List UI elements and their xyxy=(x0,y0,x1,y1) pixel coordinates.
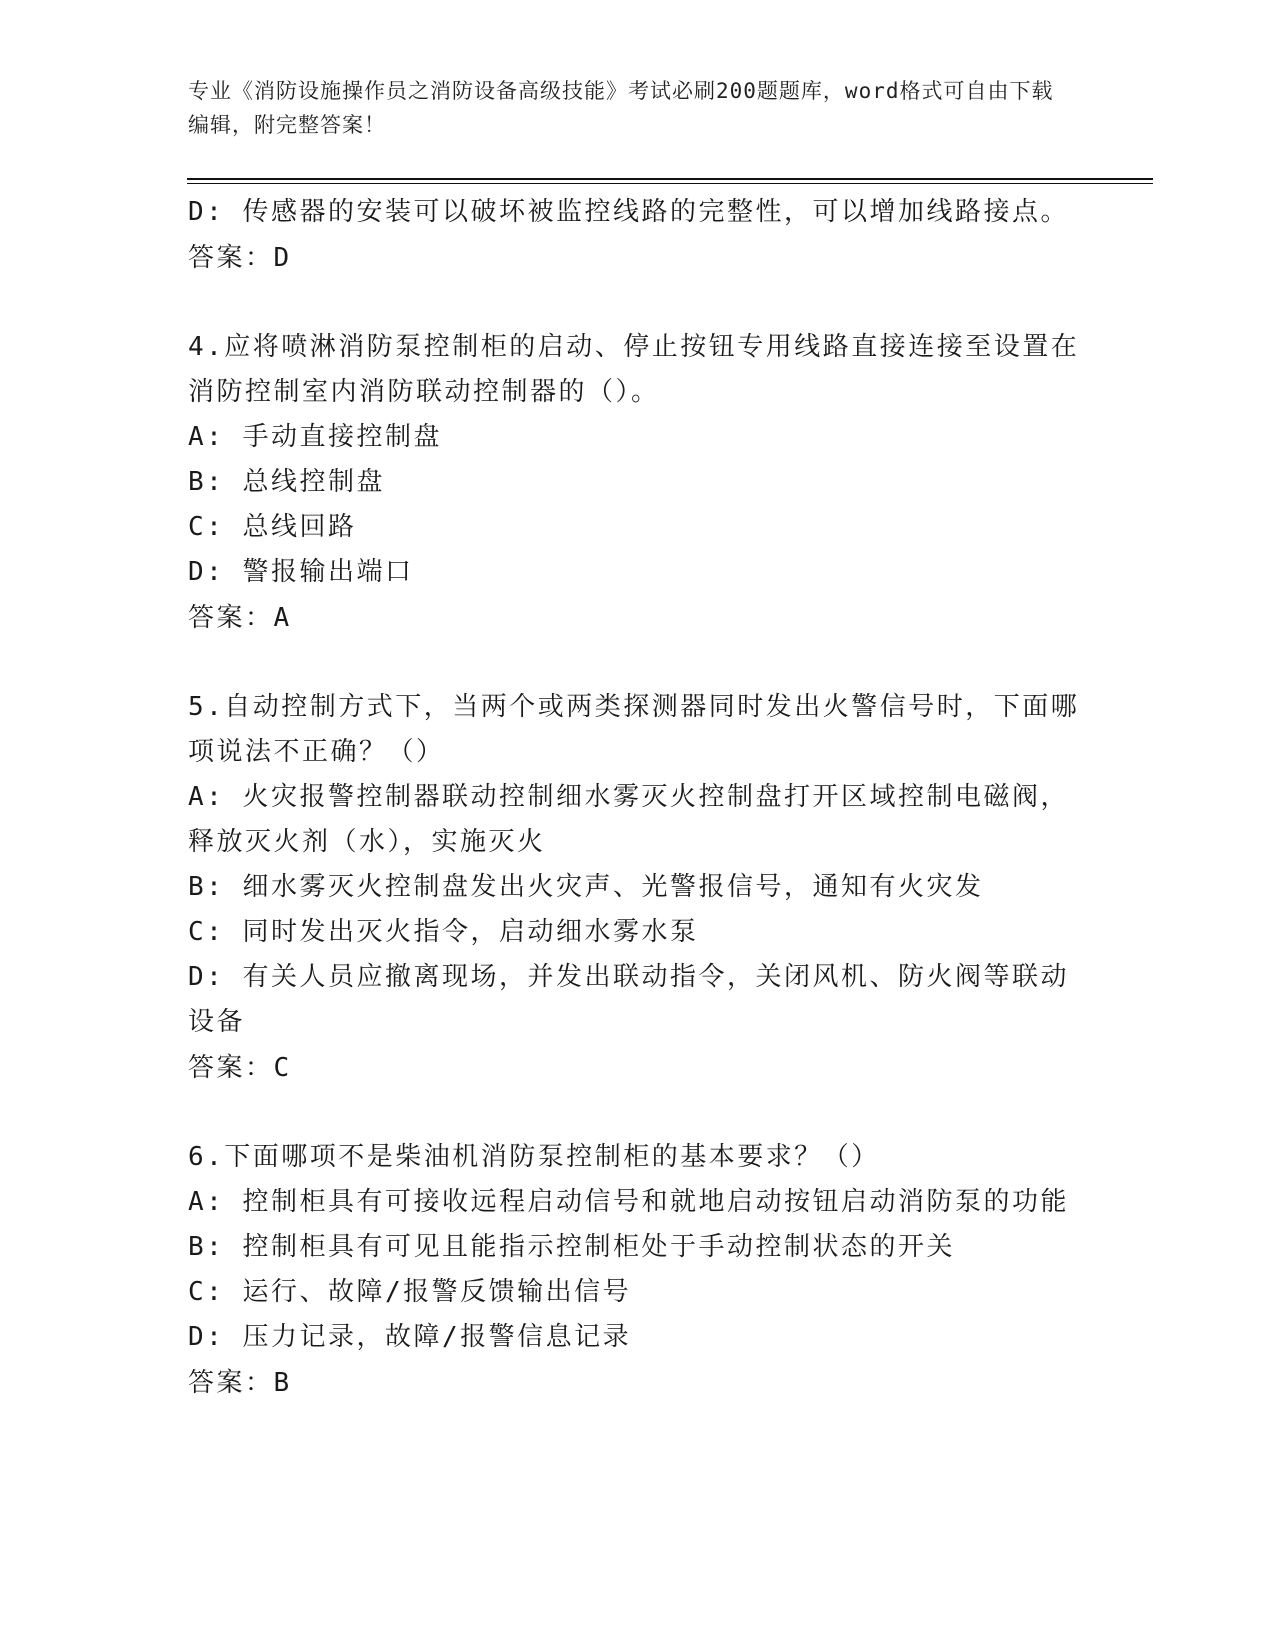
option-c: C: 运行、故障/报警反馈输出信号 xyxy=(188,1277,632,1307)
question-5 xyxy=(188,685,1088,1091)
question-text: 4.应将喷淋消防泵控制柜的启动、停止按钮专用线路直接连接至设置在消防控制室内消防联动控制器的（）。 xyxy=(188,332,1080,407)
question-text: 6.下面哪项不是柴油机消防泵控制柜的基本要求？（） xyxy=(188,1142,880,1172)
option-a: A: 手动直接控制盘 xyxy=(188,422,442,452)
document-header xyxy=(188,74,1068,142)
header-rule-thin xyxy=(187,183,1153,184)
option-d: D: 警报输出端口 xyxy=(188,557,414,587)
option-a: A: 火灾报警控制器联动控制细水雾灭火控制盘打开区域控制电磁阀，释放灭火剂（水），实施灭火 xyxy=(188,782,1069,857)
option-c: C: 总线回路 xyxy=(188,512,357,542)
option-d: D: 传感器的安装可以破坏被监控线路的完整性，可以增加线路接点。 xyxy=(188,197,1069,227)
answer-line: 答案：D xyxy=(188,243,292,273)
option-b: B: 细水雾灭火控制盘发出火灾声、光警报信号，通知有火灾发 xyxy=(188,872,984,902)
question-6 xyxy=(188,1135,1088,1406)
answer-line: 答案：C xyxy=(188,1053,292,1083)
answer-line: 答案：A xyxy=(188,603,292,633)
option-c: C: 同时发出灭火指令，启动细水雾水泵 xyxy=(188,917,699,947)
option-b: B: 总线控制盘 xyxy=(188,467,385,497)
option-a: A: 控制柜具有可接收远程启动信号和就地启动按钮启动消防泵的功能 xyxy=(188,1187,1069,1217)
header-title: 专业《消防设施操作员之消防设备高级技能》考试必刷200题题库，word格式可自由下载编辑，附完整答案！ xyxy=(188,79,1054,137)
question-4 xyxy=(188,325,1088,641)
question-3-continuation xyxy=(188,190,1088,281)
document-body xyxy=(188,190,1088,1406)
option-b: B: 控制柜具有可见且能指示控制柜处于手动控制状态的开关 xyxy=(188,1232,955,1262)
answer-line: 答案：B xyxy=(188,1368,292,1398)
question-text: 5.自动控制方式下，当两个或两类探测器同时发出火警信号时，下面哪项说法不正确？（） xyxy=(188,692,1080,767)
option-d: D: 压力记录，故障/报警信息记录 xyxy=(188,1322,632,1352)
header-rule-thick xyxy=(187,178,1153,180)
option-d: D: 有关人员应撤离现场，并发出联动指令，关闭风机、防火阀等联动设备 xyxy=(188,962,1069,1037)
